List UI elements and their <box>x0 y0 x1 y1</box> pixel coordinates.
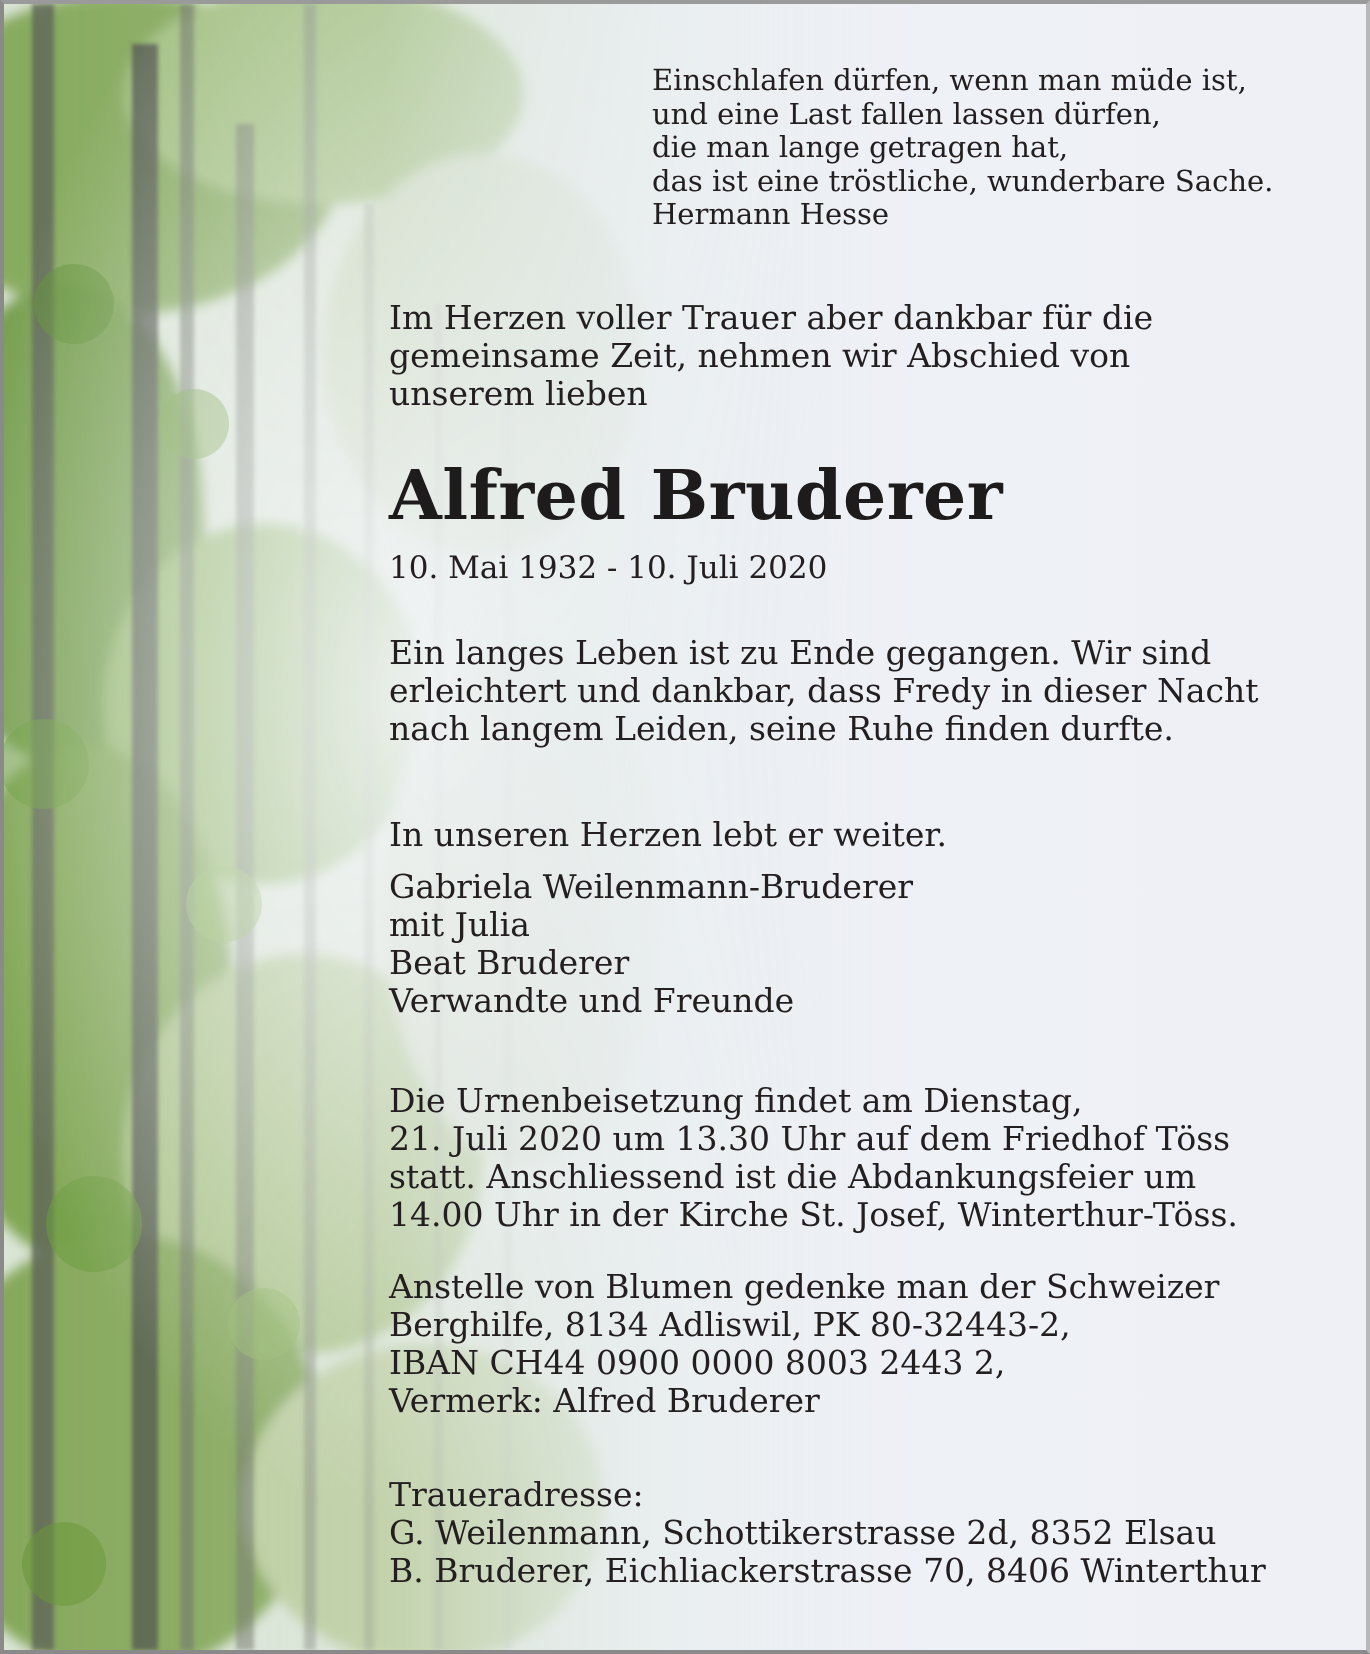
burial-line: statt. Anschliessend ist die Abdankungsfeier um <box>389 1157 1197 1196</box>
quote-line: und eine Last fallen lassen dürfen, <box>652 96 1161 131</box>
burial-line: 21. Juli 2020 um 13.30 Uhr auf dem Friedhof Töss <box>389 1119 1231 1158</box>
donation-line: IBAN CH44 0900 0000 8003 2443 2, <box>389 1343 1006 1382</box>
donation-line: Berghilfe, 8134 Adliswil, PK 80-32443-2, <box>389 1305 1071 1344</box>
mourners-list <box>389 868 913 1020</box>
burial-line: Die Urnenbeisetzung findet am Dienstag, <box>389 1081 1083 1120</box>
mourner-name: Gabriela Weilenmann-Bruderer <box>389 867 914 906</box>
mourner-name: Beat Bruderer <box>389 943 630 982</box>
farewell-message <box>389 634 1259 748</box>
intro-text <box>389 299 1153 413</box>
quote-line: das ist eine tröstliche, wunderbare Sache. <box>652 163 1274 198</box>
obituary-text <box>4 4 1366 1650</box>
quote-line: die man lange getragen hat, <box>652 130 1069 164</box>
message-line: Ein langes Leben ist zu Ende gegangen. Wir sind <box>389 633 1212 672</box>
address-line: B. Bruderer, Eichliackerstrasse 70, 8406 Winterthur <box>389 1551 1266 1590</box>
donation-line: Vermerk: Alfred Bruderer <box>389 1381 820 1420</box>
address-line: G. Weilenmann, Schottikerstrasse 2d, 8352 Elsau <box>389 1513 1217 1552</box>
message-line: nach langem Leiden, seine Ruhe finden durfte. <box>389 709 1174 748</box>
donation-line: Anstelle von Blumen gedenke man der Schweizer <box>389 1267 1220 1306</box>
burial-notice <box>389 1082 1238 1234</box>
intro-line: Im Herzen voller Trauer aber dankbar für die <box>389 298 1154 337</box>
donation-notice <box>389 1268 1219 1420</box>
mourning-address <box>389 1476 1266 1590</box>
life-dates: 10. Mai 1932 - 10. Juli 2020 <box>389 550 828 586</box>
mourner-name: Verwandte und Freunde <box>389 981 795 1020</box>
remembrance-line: In unseren Herzen lebt er weiter. <box>389 815 948 854</box>
address-heading: Traueradresse: <box>389 1475 644 1514</box>
hesse-quote <box>652 64 1273 232</box>
quote-line: Einschlafen dürfen, wenn man müde ist, <box>652 63 1247 97</box>
mourner-name: mit Julia <box>389 905 530 944</box>
intro-line: gemeinsame Zeit, nehmen wir Abschied von <box>389 336 1131 375</box>
burial-line: 14.00 Uhr in der Kirche St. Josef, Winterthur-Töss. <box>389 1195 1238 1234</box>
intro-line: unserem lieben <box>389 374 648 413</box>
deceased-name: Alfred Bruderer <box>389 456 1004 536</box>
quote-author: Hermann Hesse <box>652 197 890 231</box>
message-line: erleichtert und dankbar, dass Fredy in dieser Nacht <box>389 671 1259 710</box>
